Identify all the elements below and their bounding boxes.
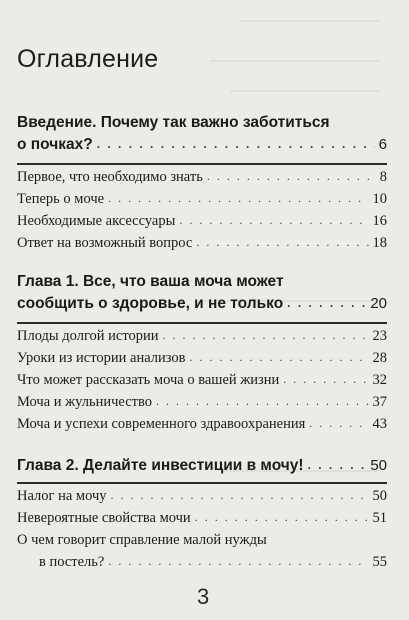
toc-entry[interactable] (17, 391, 387, 413)
toc-entry[interactable] (17, 166, 387, 188)
leader-dots (111, 484, 369, 506)
entry-label: Ответ на возможный вопрос (17, 235, 193, 251)
page-number: 51 (372, 510, 387, 526)
leader-dots (309, 412, 368, 434)
page-number: 50 (372, 488, 387, 504)
page-number: 6 (378, 136, 387, 153)
page-title: Оглавление (17, 45, 159, 73)
toc-entry-line1[interactable] (17, 529, 387, 551)
toc-entry[interactable] (17, 347, 387, 369)
entry-label: Налог на мочу (17, 488, 107, 504)
page-number: 32 (372, 372, 387, 388)
page-number: 50 (370, 457, 387, 474)
page-number: 55 (372, 554, 387, 570)
section-title-chapter-2: Глава 2. Делайте инвестиции в мочу! (17, 457, 304, 474)
page-number: 43 (372, 416, 387, 432)
page-number: 18 (372, 235, 387, 251)
section-row-chapter-2[interactable] (17, 455, 387, 477)
leader-dots (308, 454, 367, 476)
leader-dots (108, 550, 368, 572)
leader-dots (156, 390, 368, 412)
page-number: 8 (379, 169, 387, 185)
toc-entry[interactable] (17, 369, 387, 391)
page-number: 10 (372, 191, 387, 207)
page-number: 28 (372, 350, 387, 366)
leader-dots (207, 165, 376, 187)
entry-label: Невероятные свойства мочи (17, 510, 191, 526)
leader-dots (196, 231, 368, 253)
entry-label: Уроки из истории анализов (17, 350, 186, 366)
toc-entry[interactable] (17, 507, 387, 529)
page-footer-number: 3 (197, 584, 210, 609)
section-title-chapter-1: Глава 1. Все, что ваша моча может (17, 273, 284, 290)
page-number: 23 (372, 328, 387, 344)
page-number: 37 (372, 394, 387, 410)
toc-entry[interactable] (17, 232, 387, 254)
section-row-chapter-1[interactable] (17, 293, 387, 315)
entry-label: Моча и жульничество (17, 394, 153, 410)
section-row-intro[interactable] (17, 134, 387, 156)
leader-dots (195, 506, 369, 528)
entry-label: Моча и успехи современного здравоохранения (17, 416, 306, 432)
section-title-intro-line2: о почках? (17, 136, 93, 153)
entry-label: Необходимые аксессуары (17, 213, 176, 229)
toc-entry[interactable] (17, 413, 387, 435)
toc-entry[interactable] (17, 325, 387, 347)
entry-label: Что может рассказать моча о вашей жизни (17, 372, 280, 388)
section-title-intro: Введение. Почему так важно заботиться (17, 114, 330, 131)
page-number: 16 (372, 213, 387, 229)
leader-dots (97, 133, 375, 155)
leader-dots (190, 346, 369, 368)
entry-label: О чем говорит справление малой нужды (17, 532, 267, 548)
toc-entry[interactable] (17, 551, 387, 573)
toc-entry[interactable] (17, 188, 387, 210)
toc-entry[interactable] (17, 210, 387, 232)
entry-label: Теперь о моче (17, 191, 105, 207)
leader-dots (163, 324, 369, 346)
entry-label: Первое, что необходимо знать (17, 169, 203, 185)
leader-dots (179, 209, 368, 231)
leader-dots (287, 292, 366, 314)
page-number: 20 (370, 295, 387, 312)
entry-label: Плоды долгой истории (17, 328, 159, 344)
leader-dots (283, 368, 368, 390)
leader-dots (108, 187, 368, 209)
section-title-chapter-1-line2: сообщить о здоровье, и не только (17, 295, 284, 312)
toc-entry[interactable] (17, 485, 387, 507)
entry-label-continued: в постель? (39, 554, 105, 570)
